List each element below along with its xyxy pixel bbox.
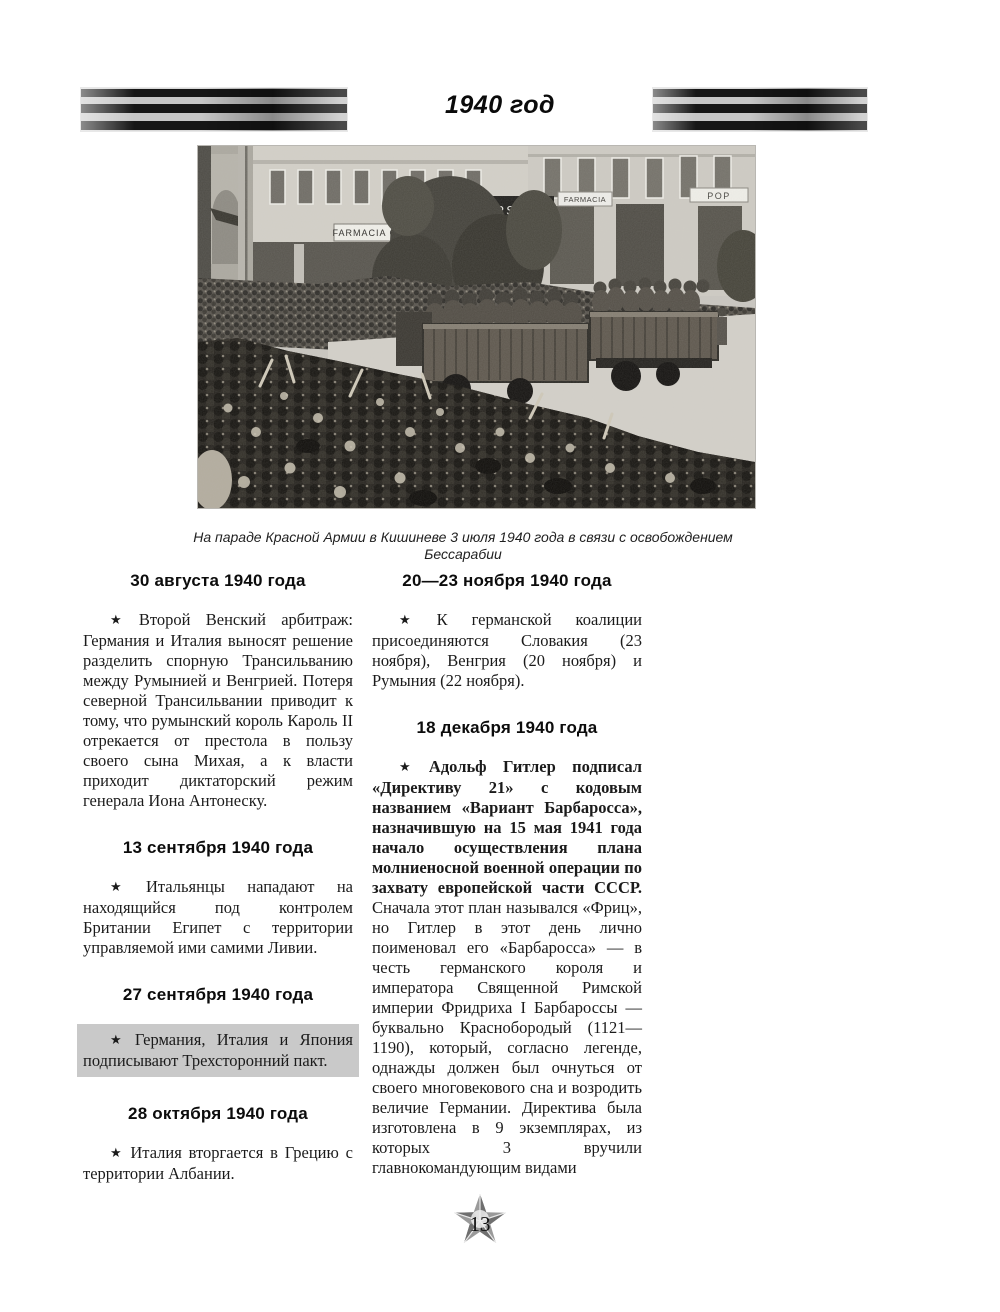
entry-heading-oct28: 28 октября 1940 года [128, 1104, 308, 1123]
page-number-ornament [452, 1193, 508, 1253]
entry-body: Италия вторгается в Грецию с территории Албании. [83, 1143, 353, 1183]
georgian-ribbon-left [81, 88, 347, 131]
entry-text-aug30 [83, 610, 353, 811]
entry-heading-aug30: 30 августа 1940 года [130, 571, 306, 590]
entry-body: Итальянцы нападают на находящийся под контролем Британии Египет с территории управляемой ими самими Ливии. [83, 877, 353, 957]
parade-photo-art [198, 146, 755, 508]
entry-body: Второй Венский арбитраж: Германия и Италия выносят решение разделить спорную Трансильванию между Румынией и Венгрией. Потеря северной Трансильвании приводит к тому, что румынский король Кароль II отрекается от престола в пользу своего сына Михая, а к власти приходит диктаторский режим генерала Иона Антонеску. [83, 610, 354, 810]
entry-text-nov20-23 [372, 610, 642, 691]
entry-text-oct28 [83, 1143, 353, 1184]
entry-heading-dec18: 18 декабря 1940 года [416, 718, 598, 737]
entry-body: Германия, Италия и Япония подписывают Трехсторонний пакт. [83, 1030, 354, 1070]
parade-photo [198, 146, 755, 508]
entry-body: К германской коалиции присоединяются Словакия (23 ноября), Венгрия (20 ноября) и Румыния (22 ноября). [372, 610, 642, 690]
photo-caption: На параде Красной Армии в Кишиневе 3 июля 1940 года в связи с освобождением Бессарабии [193, 529, 733, 562]
star-bullet: ★ [110, 879, 140, 894]
georgian-ribbon-right [653, 88, 867, 131]
star-bullet: ★ [110, 1145, 125, 1160]
entry-text-sep27-highlighted [77, 1024, 359, 1077]
star-bullet: ★ [110, 612, 133, 627]
star-bullet: ★ [399, 759, 423, 774]
entry-body-bold: Адольф Гитлер подписал «Директиву 21» с кодовым названием «Вариант Барбаросса», назначившую на 15 мая 1941 года начало осуществления плана молниеносной военной операции по захвату европейской части СССР. [372, 757, 642, 897]
entry-body: Сначала этот план назывался «Фриц», но Гитлер в этот день лично поименовал его «Барбаросса» — в честь германского короля и императора Священной Римской империи Фридриха I Барбароссы — буквально Краснобородый (1121—1190), который, согласно легенде, однажды должен был очнуться от своего многовекового сна и возродить величие Германии. Директива была изготовлена в 9 экземплярах, из которых 3 вручили главнокомандующим видами [372, 898, 642, 1177]
star-bullet: ★ [110, 1032, 129, 1047]
page-number: 13 [469, 1212, 491, 1236]
star-bullet: ★ [399, 612, 431, 627]
left-column [83, 566, 353, 1184]
entry-heading-sep27: 27 сентября 1940 года [122, 985, 314, 1004]
entry-text-sep13 [83, 877, 353, 958]
entry-heading-nov20-23: 20—23 ноября 1940 года [402, 571, 612, 590]
page-title: 1940 год [444, 91, 555, 119]
film-grain [198, 146, 755, 508]
entry-text-dec18 [372, 757, 642, 1178]
article-columns [83, 566, 642, 1184]
entry-heading-sep13: 13 сентября 1940 года [122, 838, 314, 857]
right-column [372, 566, 642, 1184]
